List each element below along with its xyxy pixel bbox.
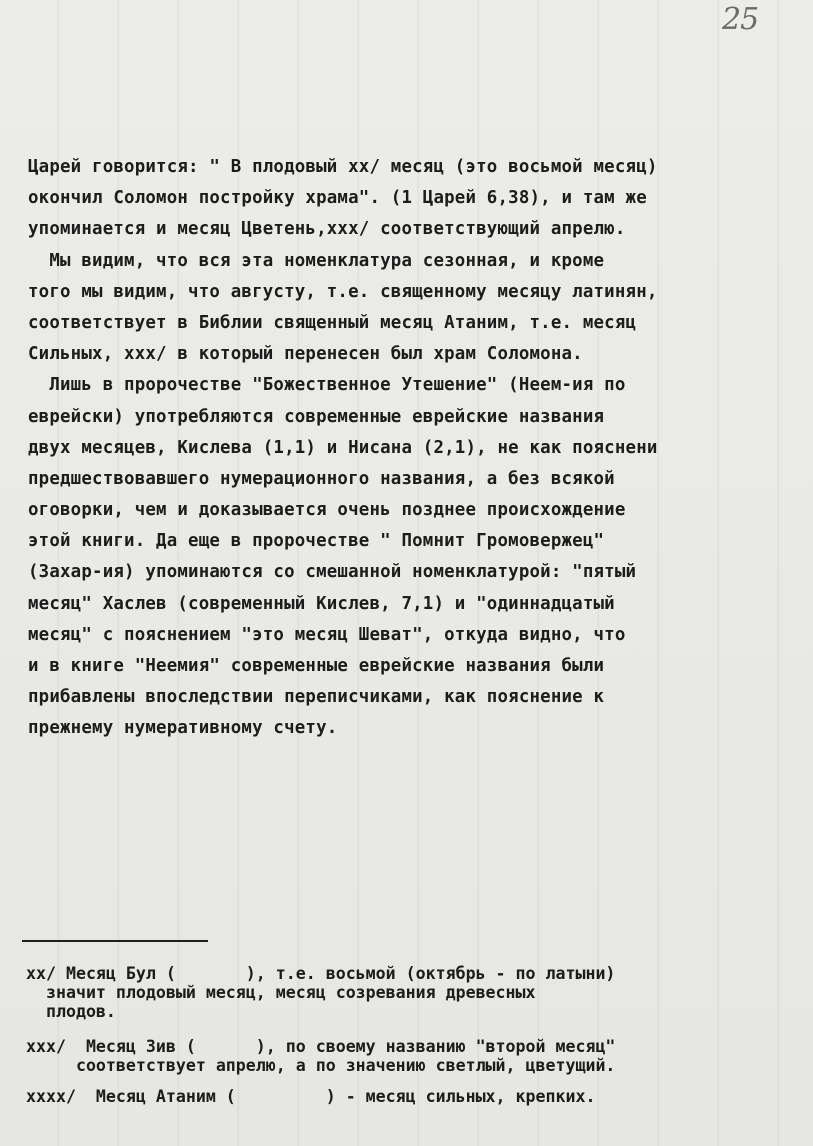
body-line: месяц" с пояснением "это месяц Шеват", откуда видно, что [28, 624, 626, 645]
footnote-xx [26, 964, 813, 1021]
body-line: предшествовавшего нумерационного названия, а без всякой [28, 468, 615, 489]
body-line: упоминается и месяц Цветень,xxx/ соответствующий апрелю. [28, 219, 626, 240]
footnote-line: xx/ Месяц Бул ( ), т.е. восьмой (октябрь - по латыни) [26, 964, 616, 983]
body-line: прежнему нумеративному счету. [28, 718, 338, 739]
body-line: двух месяцев, Кислева (1,1) и Нисана (2,1), не как пояснени [28, 437, 658, 458]
page-number: 25 [722, 2, 759, 37]
body-line: (Захар-ия) упоминаются со смешанной номенклатурой: "пятый [28, 562, 637, 583]
body-line: Лишь в пророчестве "Божественное Утешение" (Неем-ия по [28, 375, 626, 396]
body-line: оговорки, чем и доказывается очень позднее происхождение [28, 500, 626, 521]
footnote-line: значит плодовый месяц, месяц созревания древесных [26, 983, 536, 1002]
body-text [28, 152, 813, 745]
footnote-divider [22, 940, 208, 942]
footnote-line: плодов. [26, 1002, 116, 1021]
footnote-xxx [26, 1037, 813, 1075]
body-line: прибавлены впоследствии переписчиками, как пояснение к [28, 687, 605, 708]
body-line: Мы видим, что вся эта номенклатура сезонная, и кроме [28, 250, 605, 271]
body-line: соответствует в Библии священный месяц Атаним, т.е. месяц [28, 312, 637, 333]
body-line: Сильных, xxx/ в который перенесен был храм Соломона. [28, 344, 583, 365]
body-line: месяц" Хаслев (современный Кислев, 7,1) и "одиннадцатый [28, 593, 615, 614]
body-line: и в книге "Неемия" современные еврейские названия были [28, 656, 605, 676]
body-line: еврейски) употребляются современные еврейские названия [28, 406, 605, 427]
footnote-line: xxxx/ Месяц Атаним ( ) - месяц сильных, крепких. [26, 1087, 596, 1106]
body-line: окончил Соломон постройку храма". (1 Царей 6,38), и там же [28, 188, 647, 209]
footnote-xxxx [26, 1087, 813, 1106]
footnote-line: соответствует апрелю, а по значению светлый, цветущий. [26, 1056, 616, 1075]
body-line: этой книги. Да еще в пророчестве " Помнит Громовержец" [28, 531, 605, 552]
body-line: Царей говорится: " В плодовый xx/ месяц (это восьмой месяц) [28, 157, 658, 177]
footnotes [26, 964, 813, 1106]
body-line: того мы видим, что августу, т.е. священному месяцу латинян, [28, 281, 658, 302]
footnote-line: xxx/ Месяц Зив ( ), по своему названию "второй месяц" [26, 1037, 616, 1056]
